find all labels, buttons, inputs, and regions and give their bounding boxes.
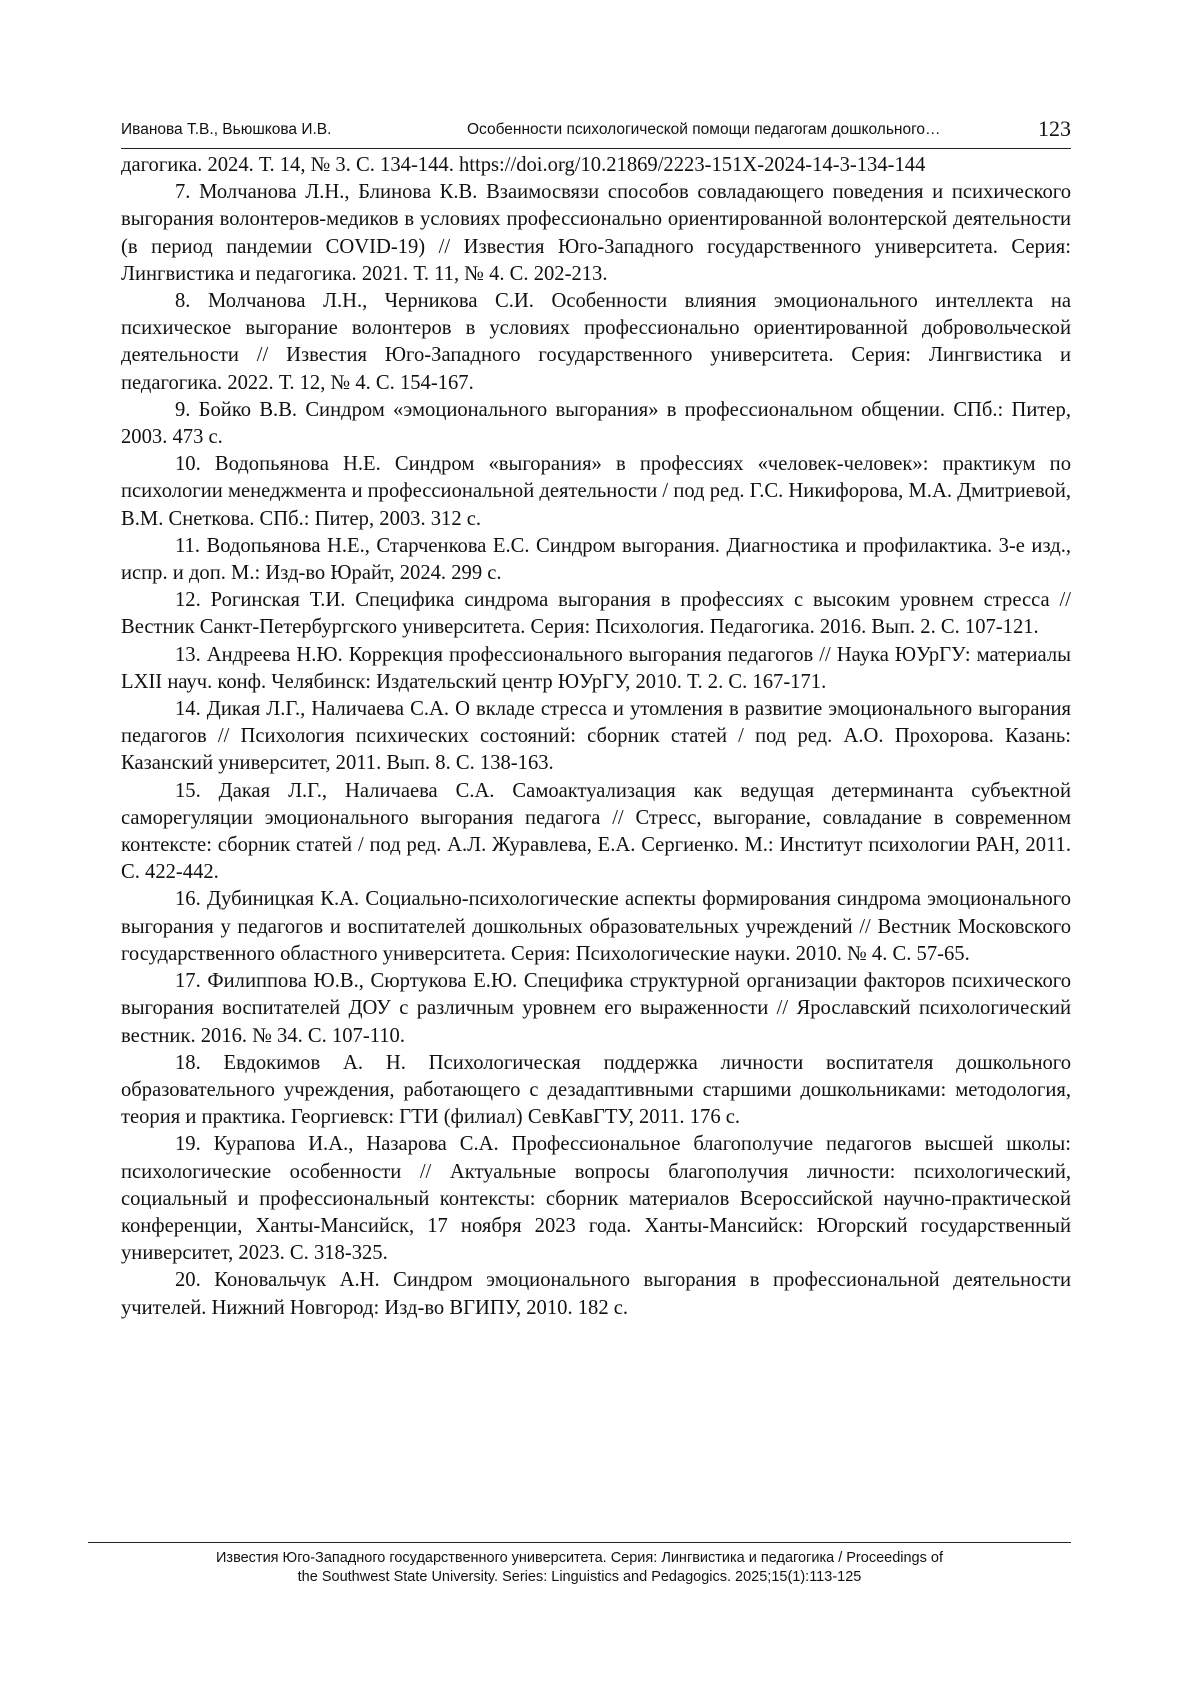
reference-item: 8. Молчанова Л.Н., Черникова С.И. Особенности влияния эмоционального интеллекта на психическое выгорание волонтеров в условиях профессионально ориентированной добровольческой деятельности // Известия Юго-Западного государственного университета. Серия: Лингвистика и педагогика. 2022. Т. 12, № 4. С. 154-167. (121, 290, 1071, 394)
footer-citation-line-1: Известия Юго-Западного государственного университета. Серия: Лингвистика и педагогика / Proceedings of (216, 1550, 943, 1566)
reference-item: 11. Водопьянова Н.Е., Старченкова Е.С. Синдром выгорания. Диагностика и профилактика. 3-е изд., испр. и доп. М.: Изд-во Юрайт, 2024. 299 с. (121, 534, 1071, 585)
reference-continuation: дагогика. 2024. Т. 14, № 3. С. 134-144. https://doi.org/10.21869/2223-151X-2024-14-3-134-144 (121, 154, 926, 176)
reference-item: 12. Рогинская Т.И. Специфика синдрома выгорания в профессиях с высоким уровнем стресса // Вестник Санкт-Петербургского университета. Серия: Психология. Педагогика. 2016. Вып. 2. С. 107-121. (121, 589, 1071, 639)
reference-item: 13. Андреева Н.Ю. Коррекция профессионального выгорания педагогов // Наука ЮУрГУ: материалы LXII науч. конф. Челябинск: Издательский центр ЮУрГУ, 2010. Т. 2. С. 167-171. (121, 643, 1071, 693)
reference-item: 14. Дикая Л.Г., Наличаева С.А. О вкладе стресса и утомления в развитие эмоционального выгорания педагогов // Психология психических состояний: сборник статей / под ред. А.О. Прохорова. Казань: Казанский университет, 2011. Вып. 8. С. 138-163. (121, 698, 1071, 775)
footer-divider (88, 1542, 1071, 1543)
running-header (121, 118, 1071, 149)
reference-item: 17. Филиппова Ю.В., Сюртукова Е.Ю. Специфика структурной организации факторов психического выгорания воспитателей ДОУ с различным уровнем его выраженности // Ярославский психологический вестник. 2016. № 34. С. 107-110. (121, 970, 1071, 1047)
reference-item: 20. Коновальчук А.Н. Синдром эмоционального выгорания в профессиональной деятельности учителей. Нижний Новгород: Изд-во ВГИПУ, 2010. 182 с. (121, 1269, 1071, 1319)
reference-item: 18. Евдокимов А. Н. Психологическая поддержка личности воспитателя дошкольного образовательного учреждения, работающего с дезадаптивными старшими дошкольниками: методология, теория и практика. Георгиевск: ГТИ (филиал) СевКавГТУ, 2011. 176 с. (121, 1051, 1071, 1129)
reference-item: 16. Дубиницкая К.А. Социально-психологические аспекты формирования синдрома эмоционального выгорания у педагогов и воспитателей дошкольных образовательных учреждений // Вестник Московского государственного областного университета. Серия: Психологические науки. 2010. № 4. С. 57-65. (121, 888, 1071, 965)
reference-list (121, 152, 1071, 1322)
footer-citation-line-2: the Southwest State University. Series: Linguistics and Pedagogics. 2025;15(1):113-125 (297, 1569, 862, 1585)
header-authors: Иванова Т.В., Вьюшкова И.В. (121, 121, 332, 138)
journal-footer (88, 1549, 1071, 1587)
reference-item: 7. Молчанова Л.Н., Блинова К.В. Взаимосвязи способов совладающего поведения и психического выгорания волонтеров-медиков в условиях профессионально ориентированной волонтерской деятельности (в период пандемии COVID-19) // Известия Юго-Западного государственного университета. Серия: Лингвистика и педагогика. 2021. Т. 11, № 4. С. 202-213. (121, 181, 1071, 285)
reference-item: 15. Дакая Л.Г., Наличаева С.А. Самоактуализация как ведущая детерминанта субъектной саморегуляции эмоционального выгорания педагога // Стресс, выгорание, совладание в современном контексте: сборник статей / под ред. А.Л. Журавлева, Е.А. Сергиенко. М.: Институт психологии РАН, 2011. С. 422-442. (121, 779, 1071, 884)
reference-item: 10. Водопьянова Н.Е. Синдром «выгорания» в профессиях «человек-человек»: практикум по психологии менеджмента и профессиональной деятельности / под ред. Г.С. Никифорова, М.А. Дмитриевой, В.М. Снеткова. СПб.: Питер, 2003. 312 с. (121, 453, 1071, 530)
page-number: 123 (1038, 116, 1071, 141)
header-article-title: Особенности психологической помощи педагогам дошкольного… (467, 121, 941, 138)
reference-item: 9. Бойко В.В. Синдром «эмоционального выгорания» в профессиональном общении. СПб.: Питер, 2003. 473 с. (121, 398, 1071, 449)
reference-item: 19. Курапова И.А., Назарова С.А. Профессиональное благополучие педагогов высшей школы: психологические особенности // Актуальные вопросы благополучия личности: психологический, социальный и профессиональный контексты: сборник материалов Всероссийской научно-практической конференции, Ханты-Мансийск, 17 ноября 2023 года. Ханты-Мансийск: Югорский государственный университет, 2023. С. 318-325. (121, 1133, 1071, 1265)
